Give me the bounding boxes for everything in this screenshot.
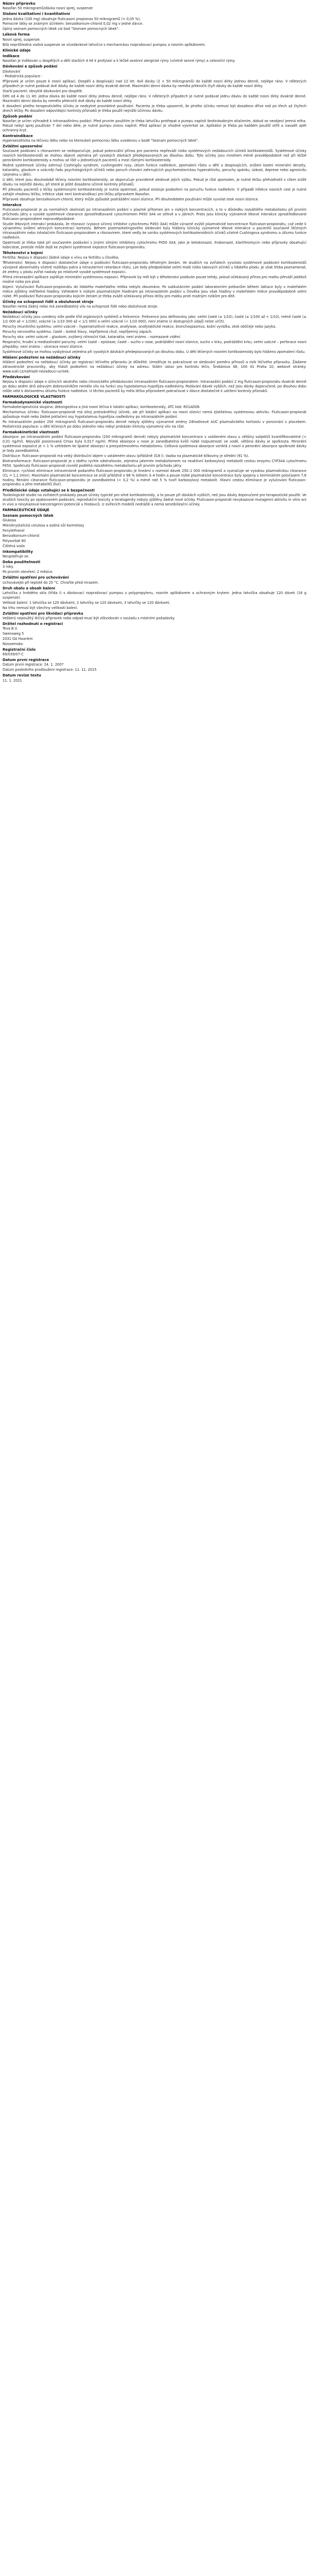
section-heading: Doba použitelnosti (3, 560, 41, 565)
section-paragraph: 11. 1. 2021 (3, 678, 22, 683)
section-paragraph: Nejsou k dispozici údaje o účincích akutního nebo chronického předávkování intranazálním fluticason-propionátem. Intranazální podání 2 mg fluticason-propionátu dvakrát denně po dobu sedmi dnů zdravým dobrovolníkům nemělo vliv na funkci osy hypotalamus–hypofýza–nadledviny. Podávání dávek vyšších, než jsou dávky doporučené, po dlouhou dobu může vést k dočasnému útlumu funkce nadledvin. U těchto pacientů by měla léčba přípravkem pokračovat v dávce dostatečné k udržení kontroly příznaků. (3, 379, 308, 393)
section-paragraph: Hypersenzitivita na léčivou látku nebo na kteroukoli pomocnou látku uvedenou v bodě "Seznam pomocných látek". (3, 139, 199, 143)
section-paragraph: Nežádoucí účinky jsou uvedeny níže podle tříd orgánových systémů a frekvence. Frekvence jsou definovány jako: velmi časté (≥ 1/10), časté (≥ 1/100 až < 1/10), méně časté (≥ 1/1 000 až < 1/100), vzácné (≥ 1/10 000 až < 1/1 000) a velmi vzácné (< 1/10 000), není známo (z dostupných údajů nelze určit). (3, 315, 308, 324)
document-section (3, 300, 306, 309)
section-heading: Účinky na schopnost řídit a obsluhovat stroje (3, 299, 94, 304)
section-heading: Nežádoucí účinky (3, 310, 38, 314)
document-section (3, 586, 306, 611)
section-paragraph: Starší pacienti: obvyklé dávkování pro dospělé. (3, 89, 83, 94)
document-section (3, 488, 306, 507)
section-paragraph: Přípravek je určen pouze k nosní aplikaci. Dospělí a dospívající nad 12 let: dvě dávky (2 × 50 mikrogramů) do každé nosní dírky jednou denně, nejlépe ráno. V některých případech je nutné podávat dvě dávky do každé nosní dírky dvakrát denně. Maximální denní dávka by neměla překročit čtyři dávky do každé nosní dírky. (3, 79, 308, 89)
section-paragraph: Farmakoterapeutická skupina: dekongestiva a jiná nosní léčiva k lokální aplikaci, kortikosteroidy, ATC kód: R01AD08. (3, 405, 201, 410)
section-paragraph: Veškerý nepoužitý léčivý přípravek nebo odpad musí být zlikvidován v souladu s místními požadavky. (3, 616, 175, 620)
section-paragraph: Teva B.V. (3, 626, 18, 631)
section-paragraph: Poruchy nervového systému: časté – bolest hlavy, nepříjemná chuť, nepříjemný zápach. (3, 329, 152, 334)
section-heading: Zvláštní opatření pro uchovávání (3, 575, 69, 580)
section-paragraph: Nasofan je určen výhradně k intranazálnímu podání. Před prvním použitím je třeba lahvičku protřepat a pumpu naplnit šestinásobným stlačením, dokud se neobjeví jemná mlha. Pokud nebyl sprej používán 7 dní nebo déle, je nutné pumpu znovu naplnit. Před aplikací je vhodné vysmrkat se. Aplikátor je třeba po každém použití otřít a nasadit zpět ochranný kryt. (3, 119, 308, 132)
document-section (3, 12, 306, 31)
section-heading: Způsob podání (3, 114, 32, 118)
document-section (3, 203, 306, 250)
document-section (3, 54, 306, 63)
spc-document (0, 0, 309, 687)
document-section (3, 514, 306, 549)
section-heading: Registrační číslo (3, 647, 36, 652)
document-section (3, 144, 306, 201)
section-paragraph: Nizozemsko (3, 641, 23, 646)
section-paragraph: Datum posledního prodloužení registrace: 11. 11. 2015 (3, 668, 97, 672)
section-heading: Datum revize textu (3, 673, 41, 678)
section-paragraph: Studie lékových interakcí prokázala, že ritonavir (vysoce účinný inhibitor cytochromu P450 3A4) může výrazně zvýšit plazmatické koncentrace fluticason-propionátu, což vede k výraznému snížení sérových koncentrací kortizolu. Během postmarketingového sledování byly hlášeny klinicky významné lékové interakce u pacientů současně léčených intranazálním nebo inhalačním fluticason-propionátem a ritonavirem, které vedly ke vzniku systémových kortikosteroidních účinků včetně Cushingova syndromu a útlumu funkce nadledvin. (3, 222, 308, 240)
section-paragraph: Mikrokrystalická celulosa a sodná sůl karmelosy (3, 523, 84, 528)
section-heading: Interakce (3, 202, 22, 207)
section-paragraph: Fertilita: Nejsou k dispozici žádné údaje o vlivu na fertilitu u člověka. (3, 256, 119, 260)
section-paragraph: Fenylethanol (3, 529, 25, 533)
section-paragraph: Těhotenství: Nejsou k dispozici dostatečné údaje o podávání fluticason-propionátu těhotným ženám. Ve studiích na zvířatech vyvolalo systémové podávání kortikosteroidů vývojové abnormality včetně rozštěpu patra a intrauterinní retardace růstu. Lze tedy předpokládat velmi malé riziko takových účinků u lidského plodu. Je však třeba poznamenat, že změny u plodu zvířat nastaly po relativně vysoké systémové expozici. (3, 261, 308, 275)
document-section (3, 400, 306, 429)
section-paragraph: Dávkování (3, 69, 21, 74)
section-heading: Název přípravku (3, 2, 36, 6)
section-paragraph: Absorpce: po intranazálním podání fluticason-propionátu (200 mikrogramů denně) nebyly plazmatické koncentrace v ustáleném stavu u většiny subjektů kvantifikovatelné (< 0,01 ng/ml). Nejvyšší pozorovaná Cmax byla 0,017 ng/ml. Přímá absorpce v nose je zanedbatelná kvůli nízké rozpustnosti ve vodě, většina dávky je spolknuta. Perorální systémová expozice je < 1 % vzhledem ke špatné absorpci a presystémovému metabolismu. Celková systémová absorpce vzniklá z nosní a perorální absorpce spolknuté dávky je tedy zanedbatelná. (3, 435, 308, 453)
section-paragraph: Jedna dávka (100 mg) obsahuje fluticasoni propionas 50 mikrogramů (= 0,05 %). (3, 16, 141, 21)
section-paragraph: Současné podávání s ritonavirem se nedoporučuje, pokud potenciální přínos pro pacienta nepřeváží riziko systémových nežádoucích účinků kortikosteroidů. Systémové účinky nosních kortikosteroidů se mohou objevit zejména při vysokých dávkách předepisovaných po dlouhou dobu. Tyto účinky jsou mnohem méně pravděpodobné než při léčbě perorálními kortikosteroidy a mohou se lišit u jednotlivých pacientů a mezi různými kortikosteroidy. (3, 149, 308, 163)
document-section (3, 310, 306, 354)
section-paragraph: Možné systémové účinky zahrnují Cushingův syndrom, cushingoidní rysy, útlum funkce nadledvin, zpomalení růstu u dětí a dospívajících, snížení kostní minerální denzity, kataraktu, glaukom a vzácněji řadu psychologických účinků nebo poruch chování zahrnujících psychomotorickou hyperaktivitu, poruchy spánku, úzkost, deprese nebo agresivitu (zejména u dětí). (3, 163, 308, 177)
section-paragraph: Nasofan 50 mikrogramů/dávka nosní sprej, suspenze (3, 6, 93, 11)
section-paragraph: K dosažení plného terapeutického účinku je nezbytné pravidelné používání. Pacienta je třeba upozornit, že plného účinku nemusí být dosaženo dříve než po třech až čtyřech dnech léčby. Po dosažení odpovídající kontroly příznaků je třeba použít nejnižší účinnou dávku. (3, 104, 308, 113)
section-heading: Farmakodynamické vlastnosti (3, 400, 62, 405)
document-section (3, 508, 306, 513)
section-paragraph: Opatrnosti je třeba také při současném podávání s jinými silnými inhibitory cytochromu P450 3A4, jako je ketokonazol, itrakonazol, klarithromycin nebo přípravky obsahující kobicistat, protože může dojít ke zvýšení systémové expozice fluticason-propionátu. (3, 241, 308, 250)
section-paragraph: Přímá intranazální aplikace zajišťuje minimální systémovou expozici. Přípravek by měl být v těhotenství podáván pouze tehdy, pokud očekávaný přínos pro matku převáží jakékoli možné riziko pro plod. (3, 275, 308, 284)
document-section (3, 251, 306, 298)
section-paragraph: Biotransformace: fluticason-propionát je z oběhu rychle odstraňován, zejména jaterním metabolismem na neaktivní karboxylový metabolit cestou enzymu CYP3A4 cytochromu P450. Spolknutý fluticason-propionát rovněž podléhá rozsáhlému metabolismu při prvním průchodu játry. (3, 459, 308, 468)
section-heading: Klinické údaje (3, 48, 31, 53)
section-heading: Zvláštní opatření pro likvidaci přípravku (3, 611, 83, 616)
section-paragraph: Kojení: Vylučování fluticason-propionátu do lidského mateřského mléka nebylo zkoumáno. Po subkutánním podání laboratorním potkanům během laktace byly v mateřském mléce zjištěny měřitelné hladiny. Vzhledem k nízkým plazmatickým hladinám po intranazálním podání u člověka jsou však hladiny v mateřském mléce pravděpodobně velmi nízké. Při podávání fluticason-propionátu kojícím ženám je třeba zvážit očekávaný přínos léčby pro matku proti možným rizikům pro dítě. (3, 284, 308, 298)
section-paragraph: U dětí, které jsou dlouhodobě léčeny nosními kortikosteroidy, se doporučuje pravidelně sledovat jejich výšku. Pokud je růst zpomalen, je nutné léčbu přehodnotit s cílem snížit dávku na nejnižší dávku, při které je ještě dosaženo účinné kontroly příznaků. (3, 177, 308, 187)
section-paragraph: Swensweg 5 (3, 632, 24, 636)
section-paragraph: Systémové účinky se mohou vyskytnout zejména při vysokých dávkách předepisovaných po dlouhou dobu. U dětí léčených nosními kortikosteroidy bylo hlášeno zpomalení růstu. (3, 349, 306, 354)
document-section (3, 64, 306, 113)
section-heading: Složení kvalitativní i kvantitativní (3, 12, 71, 16)
document-section (3, 114, 306, 133)
document-section (3, 648, 306, 657)
section-heading: Inkompatibility (3, 549, 33, 554)
section-paragraph: Nosní sprej, suspenze. (3, 37, 41, 42)
section-heading: Indikace (3, 54, 20, 58)
section-paragraph: Eliminace: rychlost eliminace intravenózně podaného fluticason-propionátu je lineární v rozmezí dávek 250–1 000 mikrogramů a vyznačuje se vysokou plazmatickou clearance (CL = 1,1 l/min). Maximální plazmatické koncentrace se sníží přibližně o 98 % během 3–4 hodin a pouze nízké plazmatické koncentrace byly spojeny s terminálním poločasem 7,8 hodiny. Renální clearance fluticason-propionátu je zanedbatelná (< 0,2 %) a méně než 5 % tvoří karboxylový metabolit. Hlavní cestou eliminace je vylučování fluticason-propionátu a jeho metabolitů žlučí. (3, 468, 308, 487)
section-paragraph: Poruchy oka: velmi vzácné – glaukom, zvýšený nitrooční tlak, katarakta; není známo – rozmazané vidění. (3, 334, 181, 339)
section-paragraph: Fluticason-propionát je za normálních okolností po intranazálním podání v plazmě přítomen jen v nízkých koncentracích, a to v důsledku rozsáhlého metabolismu při prvním průchodu játry a vysoké systémové clearance zprostředkované cytochromem P450 3A4 ve střevě a v játrech. Proto jsou klinicky významné lékové interakce zprostředkované fluticason-propionátem nepravděpodobné. (3, 207, 308, 221)
section-paragraph: Nasofan nemá žádný nebo má zanedbatelný vliv na schopnost řídit nebo obsluhovat stroje. (3, 304, 159, 309)
section-heading: FARMACEUTICKÉ ÚDAJE (3, 507, 49, 512)
document-section (3, 48, 306, 53)
section-paragraph: Distribuce: fluticason-propionát má velký distribuční objem v ustáleném stavu (přibližně 318 l). Vazba na plazmatické bílkoviny je střední (91 %). (3, 454, 249, 458)
section-heading: Farmakokinetické vlastnosti (3, 430, 59, 435)
section-paragraph: 3 roky. (3, 565, 14, 569)
document-section (3, 658, 306, 672)
section-paragraph: Poruchy imunitního systému: velmi vzácné – hypersenzitivní reakce, anafylaxe, anafylaktické reakce, bronchospasmus, kožní vyrážka, otok obličeje nebo jazyka. (3, 325, 277, 329)
section-heading: Datum první registrace (3, 658, 49, 663)
section-paragraph: - Pediatrická populace - (3, 74, 43, 79)
section-paragraph: Čištěná voda (3, 544, 25, 548)
section-paragraph: Přípravek obsahuje benzalkonium-chlorid, který může způsobit podráždění nosní sliznice. Při dlouhodobém používání může vyvolat otok nosní sliznice. (3, 197, 259, 201)
section-heading: Kontraindikace (3, 133, 33, 138)
section-paragraph: 69/039/07-C (3, 652, 24, 657)
section-heading: Seznam pomocných látek (3, 514, 54, 518)
section-heading: FARMAKOLOGICKÉ VLASTNOSTI (3, 394, 65, 399)
section-heading: Těhotenství a kojení (3, 251, 43, 256)
section-heading: Držitel rozhodnutí o registraci (3, 621, 63, 626)
document-section (3, 612, 306, 621)
section-paragraph: Při převodu pacientů z léčby systémovými kortikosteroidy je nutná opatrnost, pokud existuje podezření na poruchu funkce nadledvin. V případě infekce nosních cest je nutné zahájit vhodnou léčbu; infekce však není kontraindikací pro léčbu přípravkem Nasofan. (3, 187, 308, 196)
document-section (3, 560, 306, 574)
section-paragraph: Polysorbát 80 (3, 538, 26, 543)
document-section (3, 550, 306, 559)
document-section (3, 134, 306, 143)
document-section (3, 355, 306, 374)
document-section (3, 375, 306, 394)
section-paragraph: Pomocné látky se známým účinkem: benzalkonium-chlorid 0,02 mg v jedné dávce. (3, 22, 144, 26)
section-paragraph: Benzalkonium-chlorid (3, 533, 40, 538)
section-paragraph: Na trhu nemusí být všechny velikosti balení. (3, 605, 78, 610)
section-heading: Předávkování (3, 375, 30, 379)
section-paragraph: Po prvním otevření: 2 měsíce. (3, 570, 54, 574)
section-paragraph: Úplný seznam pomocných látek viz bod "Seznam pomocných látek". (3, 27, 119, 31)
section-paragraph: 2031 GA Haarlem (3, 636, 33, 641)
section-paragraph: Glukosa (3, 518, 16, 523)
section-paragraph: Děti od 4 do 11 let: jedna dávka do každé nosní dírky jednou denně, nejlépe ráno. V některých případech je nutné podávat jednu dávku do každé nosní dírky dvakrát denně. Maximální denní dávka by neměla překročit dvě dávky do každé nosní dírky. (3, 94, 308, 103)
section-paragraph: Lahvička z hnědého skla (třída I) s dávkovací rozprašovací pumpou z polypropylenu, nosním aplikátorem a ochranným krytem. Jedna lahvička obsahuje 120 dávek (16 g suspenze). (3, 590, 308, 600)
section-paragraph: Bílá neprůhledná vodná suspenze ve vícedávkové lahvičce s mechanickou rozprašovací pumpou a nosním aplikátorem. (3, 42, 206, 47)
section-paragraph: Po intranazálním podání 200 mikrogramů fluticason-propionátu denně nebyly zjištěny významné změny 24hodinové AUC plazmatického kortizolu v porovnání s placebem. Pediatrická populace: u dětí léčených po dobu jednoho roku nebyl prokázán klinicky významný vliv na růst. (3, 420, 308, 429)
section-paragraph: Nasofan je indikován u dospělých a dětí starších 4 let k profylaxi a k léčbě sezónní alergické rýmy (včetně senné rýmy) a celoroční rýmy. (3, 59, 235, 63)
document-section (3, 32, 306, 47)
section-paragraph: Toxikologické studie na zvířatech prokázaly pouze účinky typické pro silné kortikosteroidy, a to pouze při dávkách vyšších, než jsou dávky doporučené pro terapeutické použití. Ve studiích toxicity po opakovaném podávání, reprodukční toxicity a teratogenity nebyly zjištěny žádné nové účinky. Fluticason-propionát nevykazoval mutagenní aktivitu in vitro ani in vivo a nevykazoval kancerogenní potenciál u hlodavců. U zvířecích modelů nedráždí a nemá senzibilizační účinky. (3, 493, 308, 506)
section-heading: Léková forma (3, 32, 30, 37)
section-heading: Zvláštní upozornění (3, 144, 43, 149)
document-section (3, 2, 306, 11)
section-paragraph: Neuplatňuje se. (3, 554, 29, 559)
section-paragraph: Uchovávejte při teplotě do 25 °C. Chraňte před mrazem. (3, 580, 99, 585)
document-section (3, 575, 306, 585)
section-heading: Druh obalu a obsah balení (3, 586, 55, 590)
section-paragraph: Velikost balení: 1 lahvička se 120 dávkami, 2 lahvičky se 120 dávkami, 3 lahvičky se 120 dávkami. (3, 600, 170, 605)
section-heading: Předklinické údaje vztahující se k bezpečnosti (3, 488, 95, 493)
document-section (3, 673, 306, 683)
section-paragraph: Respirační, hrudní a mediastinální poruchy: velmi časté – epistaxe; časté – sucho v nose, podráždění nosní sliznice, sucho v krku, podráždění krku; velmi vzácné – perforace nosní přepážky; není známo – ulcerace nosní sliznice. (3, 340, 308, 349)
document-section (3, 622, 306, 647)
section-paragraph: Hlášení podezření na nežádoucí účinky po registraci léčivého přípravku je důležité. Umožňuje to pokračovat ve sledování poměru přínosů a rizik léčivého přípravku. Žádáme zdravotnické pracovníky, aby hlásili podezření na nežádoucí účinky na adresu: Státní ústav pro kontrolu léčiv, Šrobárova 48, 100 41 Praha 10, webové stránky: www.sukl.cz/nahlasit-nezadouci-ucinek. (3, 360, 308, 374)
document-section (3, 430, 306, 487)
section-paragraph: Mechanismus účinku: fluticason-propionát má silný protizánětlivý účinek, ale při lokální aplikaci na nosní sliznici nemá zjistitelnou systémovou aktivitu. Fluticason-propionát způsobuje malé nebo žádné potlačení osy hypotalamus–hypofýza–nadledviny po intranazálním podání. (3, 410, 308, 419)
document-section (3, 395, 306, 399)
section-paragraph: Datum první registrace: 24. 1. 2007 (3, 663, 64, 667)
section-heading: Hlášení podezření na nežádoucí účinky (3, 355, 81, 360)
section-heading: Dávkování a způsob podání (3, 64, 58, 69)
